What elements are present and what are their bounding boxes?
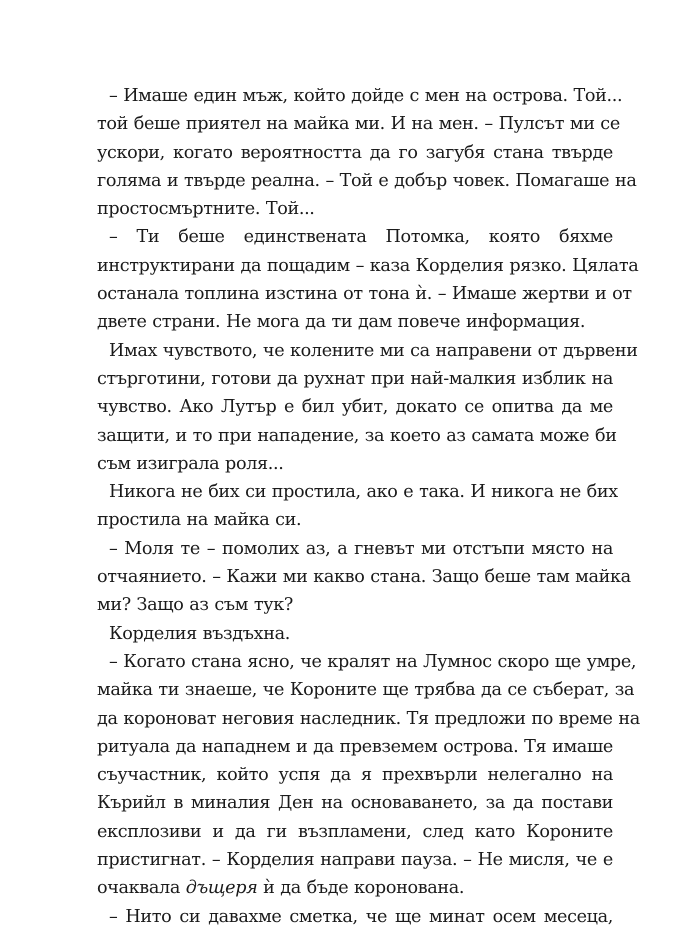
- text-line: инструктирани да пощадим – каза Корделия рязко. Цялата: [97, 255, 639, 276]
- text-line: – Нито си давахме сметка, че ще минат осем месеца,: [109, 906, 613, 927]
- paragraph: [97, 620, 613, 648]
- text-line: отчаянието. – Кажи ми какво стана. Защо беше там майка: [97, 567, 631, 588]
- text-line: – Имаше един мъж, който дойде с мен на острова. Той...: [109, 86, 623, 106]
- text-line: стърготини, готови да рухнат при най-малкия изблик на: [97, 368, 613, 389]
- text-line: Корделия въздъхна.: [109, 623, 290, 644]
- text-line: да короноват неговия наследник. Тя предложи по време на: [97, 708, 640, 729]
- text-line: Кърийл в миналия Ден на основаването, за да постави: [97, 793, 613, 814]
- text-line: простила на майка си.: [97, 510, 302, 531]
- text-line: той беше приятел на майка ми. И на мен. – Пулсът ми се: [97, 114, 620, 135]
- text-line: – Когато стана ясно, че кралят на Лумнос скоро ще умре,: [109, 651, 637, 672]
- emphasized-word: дъщеря: [185, 878, 258, 899]
- text-line: защити, и то при нападение, за което аз самата може би: [97, 425, 617, 446]
- text-line: голяма и твърде реална. – Той е добър човек. Помагаше на: [97, 170, 637, 191]
- paragraph: [97, 535, 631, 620]
- text-line: останала топлина изстина от тона ѝ. – Имаше жертви и от: [97, 284, 632, 305]
- text-line: съучастник, който успя да я прехвърли нелегално на: [97, 765, 613, 786]
- text-line-with-emphasis: [97, 874, 613, 902]
- text-line: ритуала да нападнем и да превземем острова. Тя имаше: [97, 736, 613, 757]
- text-line: съм изиграла роля...: [97, 453, 284, 474]
- text-fragment: очаквала: [97, 878, 186, 899]
- paragraph: [97, 478, 618, 535]
- text-line: Имах чувството, че колените ми са направени от дървени: [109, 340, 638, 361]
- text-line: ускори, когато вероятността да го загубя стана твърде: [97, 142, 613, 163]
- text-line: – Моля те – помолих аз, а гневът ми отстъпи място на: [109, 538, 613, 559]
- text-line: ми? Защо аз съм тук?: [97, 595, 293, 616]
- text-line: експлозиви и да ги възпламени, след като Короните: [97, 821, 613, 842]
- text-line: Никога не бих си простила, ако е така. И никога не бих: [109, 482, 618, 503]
- paragraph: [97, 337, 638, 478]
- paragraph: [97, 223, 639, 336]
- paragraph: [97, 648, 640, 903]
- text-fragment: ѝ да бъде коронована.: [257, 878, 465, 899]
- text-line: майка ти знаеше, че Короните ще трябва да се съберат, за: [97, 680, 635, 701]
- paragraph: [97, 82, 637, 223]
- text-line: пристигнат. – Корделия направи пауза. – Не мисля, че е: [97, 850, 613, 871]
- text-line: двете страни. Не мога да ти дам повече информация.: [97, 312, 586, 333]
- paragraph: [97, 903, 613, 931]
- book-page: [97, 82, 640, 931]
- text-line: чувство. Ако Лутър е бил убит, докато се опитва да ме: [97, 397, 613, 418]
- text-line: – Ти беше единствената Потомка, която бяхме: [109, 227, 613, 248]
- text-line: простосмъртните. Той...: [97, 199, 315, 220]
